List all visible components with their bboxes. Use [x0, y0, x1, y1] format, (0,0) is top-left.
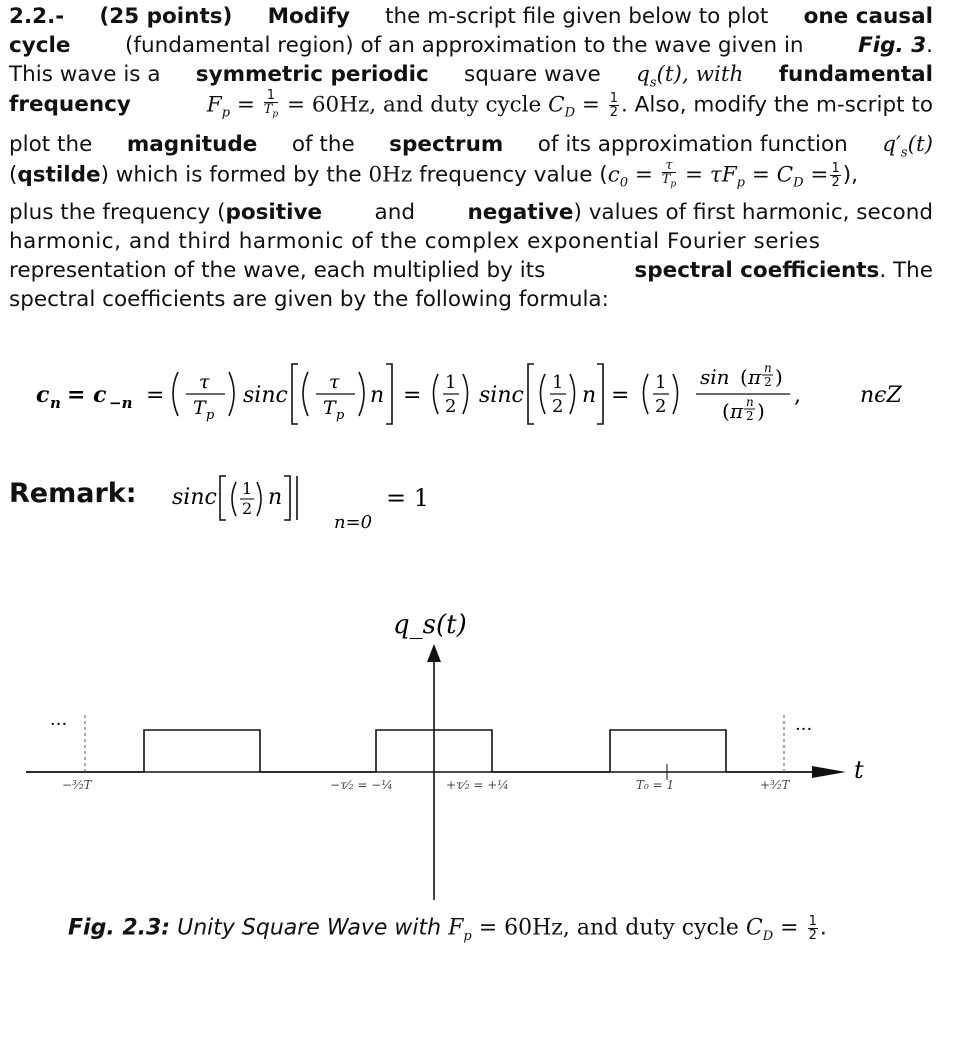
caption-F: F [448, 915, 464, 941]
formula-one-3: 1 [655, 372, 667, 393]
caption-sub: D [762, 928, 774, 944]
paren-left [173, 372, 178, 416]
line-9 [9, 256, 933, 285]
math: = τF [685, 162, 737, 188]
text: = 60Hz, and duty cycle [287, 92, 542, 118]
text-symmetric: symmetric periodic [195, 62, 429, 87]
line-4: frequency $F_p$ = $\frac{1}{T_p}$ = 60Hz, and duty cycle $C_D$ = $\frac{1}{2}$ . Also, modify the m-script to [9, 88, 933, 121]
num: 1 [264, 89, 278, 103]
caption-fraction-half [808, 915, 818, 942]
coefficient-formula [0, 350, 957, 440]
math-sub: p [221, 105, 231, 121]
formula-tau: τ [199, 371, 210, 393]
paren-left [434, 374, 439, 414]
text: ) which is formed by the [100, 162, 362, 188]
text: harmonic, and third harmonic of the complex exponential Fourier series [9, 229, 821, 254]
line-6: (qstilde) which is formed by the 0Hz frequency value ($c_0$ = $\frac{\tau}{T_p}$ = $\tau F_p = C_D$ = $\frac{1}{2}$ ), [9, 158, 858, 191]
text: (fundamental region) of an approximation to the wave given in [125, 33, 804, 58]
text: spectral coefficients are given by the following formula: [9, 287, 609, 312]
paren-right [359, 372, 364, 416]
tick-label-minus-tau-2: −τ⁄₂ = −¼ [330, 778, 393, 792]
y-axis-label: q_s(t) [393, 610, 467, 640]
line-8 [9, 227, 933, 256]
text: square wave [464, 62, 601, 87]
formula-n-frac-num-2: n [746, 395, 754, 409]
formula-n-frac-den-2: 2 [746, 409, 754, 423]
text-magnitude: magnitude [126, 132, 258, 157]
math-c: c [607, 162, 620, 188]
line-1 [9, 2, 933, 31]
text: frequency value ( [419, 162, 608, 188]
remark-one: 1 [242, 479, 253, 498]
formula-tp-sub-2: p [336, 408, 345, 423]
formula-sinc-2: sinc [479, 383, 524, 408]
math-q: q [636, 62, 650, 87]
paren-right [257, 482, 261, 516]
text-cycle: cycle [9, 33, 71, 58]
remark-val: = 1 [386, 484, 430, 512]
remark-label: Remark: [9, 478, 137, 509]
text: representation of the wave, each multiplied by its [9, 258, 546, 283]
formula-tp: T [193, 397, 206, 419]
text-spectrum: spectrum [389, 132, 504, 157]
formula-two: 2 [445, 396, 457, 417]
paren-right [673, 374, 678, 414]
math-sub: s [649, 75, 657, 91]
text: . [926, 33, 933, 58]
formula-n-frac-den: 2 [764, 375, 772, 389]
math-sub: D [564, 105, 576, 121]
bracket-left [528, 364, 534, 424]
bracket-right [284, 476, 290, 520]
line-2 [9, 31, 933, 60]
tick-label-plus-tau-2: +τ⁄₂ = +¼ [446, 778, 509, 792]
formula-two-2: 2 [552, 396, 564, 417]
fraction-1-over-Tp [264, 89, 278, 122]
fraction-tau-over-Tp [662, 159, 676, 192]
den: 2 [609, 104, 618, 120]
remark-cond: n=0 [334, 512, 373, 533]
den: T [263, 102, 273, 117]
text: plus the frequency ( [9, 200, 226, 225]
remark-n: n [268, 485, 283, 510]
figure-caption: Fig. 2.3: Unity Square Wave with $F_p = 60Hz$, and duty cycle $C_D$ = $\frac{1}{2}$ . [68, 914, 827, 944]
formula-n-2: n [582, 383, 597, 408]
text: ), [842, 162, 858, 188]
paren-open: ( [740, 365, 748, 389]
math-q-prime: q′ [882, 132, 901, 157]
square-wave-figure [0, 600, 957, 910]
text-spectral-coefficients: spectral coefficients [634, 258, 880, 283]
sub: p [272, 109, 279, 120]
bracket-right [386, 364, 392, 424]
dots-right: ··· [795, 719, 813, 740]
bracket-right [597, 364, 603, 424]
formula-eq-2: = [403, 383, 422, 408]
num: 1 [609, 90, 618, 106]
formula-tp-sub: p [206, 408, 215, 423]
formula-pi-2: π [730, 399, 744, 423]
tick-label-minus-3-2T: −³⁄₂T [62, 778, 92, 792]
formula-pi: π [748, 365, 762, 389]
paren-right [229, 372, 234, 416]
remark-sinc: sinc [172, 485, 217, 510]
line-7 [9, 198, 933, 227]
formula-tau-2: τ [329, 371, 340, 393]
math-F: F [206, 92, 222, 118]
dots-left: ··· [50, 714, 68, 735]
paren-close: ) [775, 365, 783, 389]
text: This wave is a [9, 62, 161, 87]
math-arg: (t), with [656, 62, 744, 87]
y-axis-arrow [427, 644, 441, 662]
text-0hz: 0Hz [368, 162, 413, 188]
formula-sin: sin [700, 365, 730, 389]
paren-right [463, 374, 468, 414]
bracket-left [220, 476, 226, 520]
text: plot the [9, 132, 93, 157]
paren-open: ( [722, 399, 730, 423]
problem-number: 2.2.- [9, 4, 65, 29]
formula-sinc-1: sinc [243, 383, 288, 408]
text-frequency: frequency [9, 92, 131, 118]
bracket-left [292, 364, 298, 424]
math-sub: D [793, 175, 804, 191]
num: 1 [831, 160, 840, 176]
text-modify: Modify [267, 4, 350, 29]
paren-left [303, 372, 308, 416]
square-wave [26, 730, 832, 772]
formula-cn: c [36, 382, 50, 408]
line-3 [9, 60, 933, 89]
tick-label-T0: T₀ = 1 [636, 778, 675, 792]
remark-two: 2 [242, 499, 253, 518]
formula-tp-2: T [323, 397, 336, 419]
formula-comma: , [794, 383, 801, 408]
den: 2 [831, 174, 840, 190]
paren-left [541, 374, 546, 414]
t-axis-label: t [854, 756, 864, 784]
den: 2 [808, 928, 817, 943]
den: T [661, 172, 671, 187]
text: of the [291, 132, 355, 157]
formula-n-frac-num: n [764, 361, 772, 375]
caption-C: C [745, 915, 763, 941]
text: . Also, modify the m-script to [621, 92, 933, 118]
text-fundamental: fundamental [778, 62, 933, 87]
tick-label-plus-3-2T: +³⁄₂T [760, 778, 790, 792]
text-positive: positive [225, 200, 323, 225]
formula-one: 1 [445, 372, 457, 393]
problem-statement [9, 2, 933, 314]
line-10 [9, 285, 933, 314]
formula-eq-3: = [611, 383, 630, 408]
line-5 [9, 130, 933, 159]
math-sub: p [736, 175, 745, 191]
text: of its approximation function [537, 132, 848, 157]
remark-formula [160, 470, 480, 540]
text: ) values of first harmonic, second [573, 200, 933, 225]
formula-eq: = [146, 383, 165, 408]
num: τ [662, 159, 676, 173]
paren-right [570, 374, 575, 414]
formula-c-minus-n-sub: −n [109, 394, 133, 412]
text: and [374, 200, 415, 225]
formula-two-3: 2 [655, 396, 667, 417]
text-qstilde: qstilde [17, 162, 101, 188]
formula-n-1: n [370, 383, 385, 408]
fraction-half [609, 92, 619, 119]
formula-cn-sub: n [50, 394, 61, 412]
fig-ref: Fig. 3 [858, 33, 927, 58]
text-negative: negative [467, 200, 574, 225]
caption-sub: p [463, 928, 472, 944]
fraction-half [830, 162, 840, 189]
num: 1 [808, 914, 817, 929]
caption-text: Unity Square Wave with [177, 915, 442, 941]
formula-one-2: 1 [552, 372, 564, 393]
paren-left [232, 482, 236, 516]
sub: p [670, 179, 677, 190]
math: = C [745, 162, 794, 188]
formula-c-minus-n: = c [67, 382, 107, 408]
math-arg: (t) [907, 132, 933, 157]
math-sub: s [900, 145, 908, 161]
formula-domain: nϵZ [860, 383, 902, 408]
text: . The [879, 258, 933, 283]
paren-close: ) [757, 399, 765, 423]
text: ( [9, 162, 18, 188]
text: . [819, 915, 827, 941]
paren-left [644, 374, 649, 414]
math-sub: 0 [619, 175, 629, 191]
problem-points: (25 points) [99, 4, 233, 29]
text: the m-script file given below to plot [385, 4, 769, 29]
math-C: C [548, 92, 565, 118]
text-one-causal: one causal [803, 4, 933, 29]
caption-fig-label: Fig. 2.3: [68, 915, 171, 941]
caption-value: = 60Hz, and duty cycle [478, 915, 739, 941]
